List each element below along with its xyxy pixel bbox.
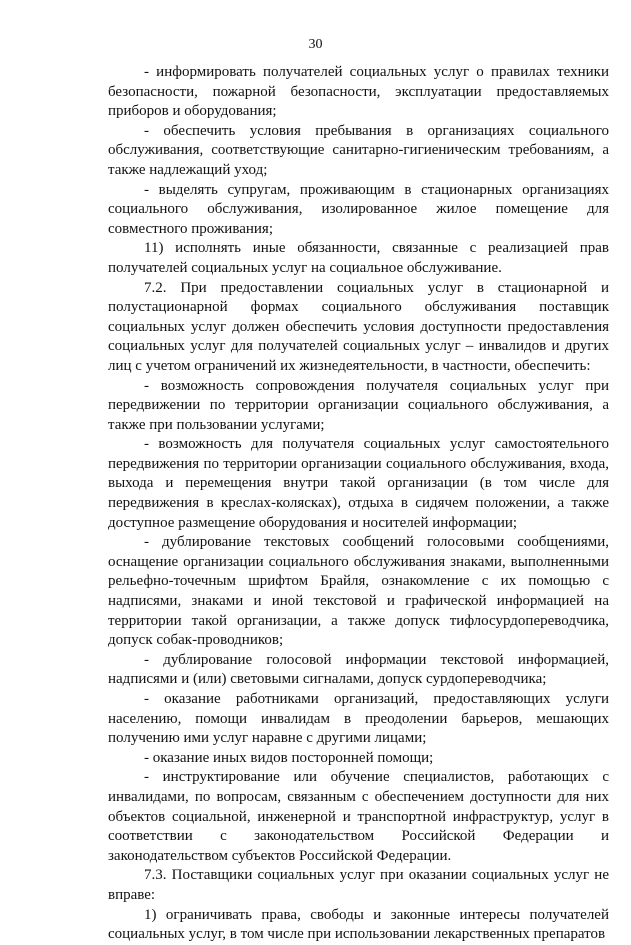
- list-item-staff-training: - инструктирование или обучение специалистов, работающих с инвалидами, по вопросам, связанным с обеспечением доступности для них объектов социальной, инженерной и транспортной инфраструктур, услуг в соответствии с законодательством Российской Федерации и законодательством субъектов Российской Федерации.: [108, 769, 609, 864]
- list-item-independent-movement: - возможность для получателя социальных услуг самостоятельного передвижения по территории организации социального обслуживания, входа, выхода и перемещения внутри такой организации (в том числе для передвижения в креслах-колясках), отдыха в сидячем положении, а также доступное размещение оборудования и носителей информации;: [108, 436, 609, 531]
- page-number: 30: [308, 37, 323, 52]
- list-item-inform-safety: - информировать получателей социальных услуг о правилах техники безопасности, пожарной безопасности, эксплуатации предоставляемых приборов и оборудования;: [108, 64, 609, 120]
- section-7-3: 7.3. Поставщики социальных услуг при оказании социальных услуг не вправе:: [108, 867, 609, 903]
- list-item-barrier-assistance: - оказание работниками организаций, предоставляющих услуги населению, помощи инвалидам в преодолении барьеров, мешающих получению ими услуг наравне с другими лицами;: [108, 691, 609, 747]
- list-item-other-assistance: - оказание иных видов посторонней помощи;: [144, 749, 434, 766]
- list-item-text-duplication: - дублирование текстовых сообщений голосовыми сообщениями, оснащение организации социального обслуживания знаками, выполненными рельефно-точечным шрифтом Брайля, ознакомление с их помощью с надписями, знаками и иной текстовой и графической информацией на территории такой организации, а также допуск тифлосурдопереводчика, допуск собак-проводников;: [108, 534, 609, 649]
- list-item-escort: - возможность сопровождения получателя социальных услуг при передвижении по территории организации социального обслуживания, а также при пользовании услугами;: [108, 377, 609, 433]
- list-item-restrict-rights: 1) ограничивать права, свободы и законные интересы получателей социальных услуг, в том числе при использовании лекарственных препаратов: [108, 906, 609, 943]
- list-item-voice-duplication: - дублирование голосовой информации текстовой информацией, надписями и (или) световыми сигналами, допуск сурдопереводчика;: [108, 651, 609, 688]
- list-item-spouses-housing: - выделять супругам, проживающим в стационарных организациях социального обслуживания, изолированное жилое помещение для совместного проживания;: [108, 181, 609, 237]
- list-item-other-duties: 11) исполнять иные обязанности, связанные с реализацией прав получателей социальных услуг на социальное обслуживание.: [108, 240, 609, 276]
- section-7-2: 7.2. При предоставлении социальных услуг в стационарной и полустационарной формах социального обслуживания поставщик социальных услуг должен обеспечить условия доступности предоставления социальных услуг для получателей социальных услуг – инвалидов и других лиц с учетом ограничений их жизнедеятельности, в частности, обеспечить:: [108, 279, 609, 374]
- list-item-living-conditions: - обеспечить условия пребывания в организациях социального обслуживания, соответствующие санитарно-гигиеническим требованиям, а также надлежащий уход;: [108, 122, 609, 178]
- document-body: [108, 63, 609, 945]
